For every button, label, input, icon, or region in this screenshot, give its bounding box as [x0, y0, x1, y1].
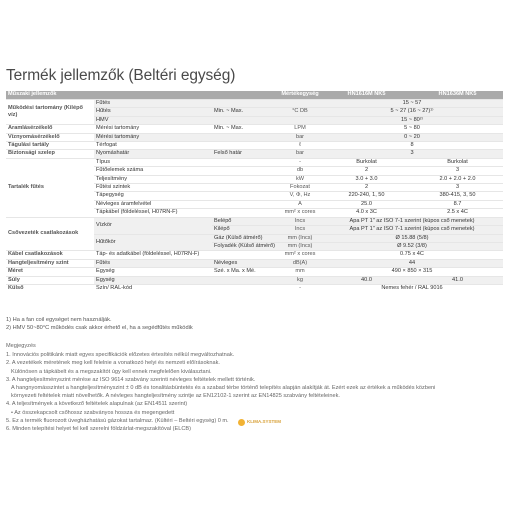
spec-cell	[212, 184, 279, 192]
spec-cell	[279, 100, 321, 108]
spec-cell	[212, 133, 279, 141]
spec-cell	[212, 175, 279, 183]
spec-cell: 490 × 850 × 315	[321, 268, 503, 276]
remarks-heading: Megjegyzés	[6, 343, 36, 349]
spec-cell: Egység	[94, 268, 212, 276]
spec-cell: Vízkör	[94, 217, 212, 234]
spec-cell: Nemes fehér / RAL 9016	[321, 284, 503, 292]
spec-row	[6, 259, 503, 267]
spec-row	[6, 125, 503, 133]
spec-cell: Min. ~ Max.	[212, 108, 279, 116]
footnote: 2) HMV 50~80°C működés csak akkor érhető el, ha a segédfűtés működik	[6, 325, 193, 332]
header-feature: Műszaki jellemzők	[6, 91, 279, 100]
spec-cell: Fűtési szintek	[94, 184, 212, 192]
spec-row	[6, 217, 503, 225]
remark-item: környezeti feltételek miatt növelhetők. A névleges hangteljesítmény szintje az EN12102-1 szerint az EN14825 szabvány feltételeinek.	[11, 393, 340, 400]
spec-cell	[212, 209, 279, 217]
header-unit: Mértékegység	[279, 91, 321, 100]
spec-cell: Víznyomásérzékelő	[6, 133, 94, 141]
spec-cell: Működési tartomány (Kilépő víz)	[6, 100, 94, 125]
spec-cell: Ø 9.52 (3/8)	[321, 242, 503, 250]
spec-cell: Méret	[6, 268, 94, 276]
spec-cell: Táp- és adatkábel (földeléssel, H07RN-F)	[94, 251, 212, 259]
spec-cell: 3	[412, 167, 503, 175]
spec-row	[6, 268, 503, 276]
spec-cell: 8.7	[412, 200, 503, 208]
spec-cell	[279, 116, 321, 124]
spec-cell: Apa PT 1" az ISO 7-1 szerint (kúpos cső menetek)	[321, 226, 503, 234]
spec-cell: Fűtés	[94, 259, 212, 267]
spec-cell: 4.0 x 3C	[321, 209, 412, 217]
remark-item: A hangnyomásszintet a hangteljesítményszint ± 0 dB és tonalitásbüntetés és a szabad térbe történő telepítés alapján alakítják át. Ezért ezek az értékek a működés közbeni	[11, 385, 436, 392]
spec-cell: Biztonsági szelep	[6, 150, 94, 158]
remark-item: Különösen a tápkábelt és a megszakítót úgy kell ennek megfelelően kiválasztani.	[11, 368, 212, 375]
spec-cell: V, Φ, Hz	[279, 192, 321, 200]
spec-cell: 15 ~ 80²⁾	[321, 116, 503, 124]
spec-cell: Hangteljesítmény szint	[6, 259, 94, 267]
spec-row	[6, 100, 503, 108]
remark-item: • Az összekapcsolt csőhossz szabványos hossza és megengedett	[11, 409, 175, 416]
spec-cell: HMV	[94, 116, 212, 124]
spec-cell: 44	[321, 259, 503, 267]
spec-cell	[212, 284, 279, 292]
spec-cell: 0.75 x 4C	[321, 251, 503, 259]
spec-cell: 8	[321, 142, 503, 150]
spec-cell: Min. ~ Max.	[212, 125, 279, 133]
spec-table-header	[6, 91, 503, 100]
spec-cell: mm² x cores	[279, 209, 321, 217]
spec-cell	[212, 276, 279, 284]
spec-cell: Kilépő	[212, 226, 279, 234]
footnote: 1) Ha a fan coil egységet nem használják.	[6, 317, 112, 323]
spec-cell: Hűtés	[94, 108, 212, 116]
spec-cell: Apa PT 1" az ISO 7-1 szerint (kúpos cső menetek)	[321, 217, 503, 225]
spec-cell: Nyomáshatár	[94, 150, 212, 158]
remark-item: 6. Minden telepítési helyet fel kell szerelni földzárlat-megszakítóval (ELCB)	[6, 426, 191, 433]
spec-cell: Szé. x Ma. x Mé.	[212, 268, 279, 276]
spec-cell: 3	[412, 184, 503, 192]
spec-cell: Incs	[279, 217, 321, 225]
spec-cell	[212, 142, 279, 150]
logo-icon	[238, 419, 245, 426]
logo-text: KLIMA.SYSTEM	[247, 419, 282, 424]
spec-cell: 2.5 x 4C	[412, 209, 503, 217]
spec-cell: Fűtőelemek száma	[94, 167, 212, 175]
spec-cell: bar	[279, 150, 321, 158]
spec-cell: 2.0 + 2.0 + 2.0	[412, 175, 503, 183]
remark-item: 3. A hangteljesítményszint mérése az ISO 9614 szabvány szerinti névleges feltételek mellett történik.	[6, 376, 256, 383]
spec-cell: Burkolat	[321, 158, 412, 166]
spec-cell: Fokozat	[279, 184, 321, 192]
spec-cell: LPM	[279, 125, 321, 133]
footnotes	[6, 316, 193, 332]
spec-cell: -	[279, 284, 321, 292]
spec-cell: Gáz (Külső átmérő)	[212, 234, 279, 242]
spec-cell: Szín/ RAL-kód	[94, 284, 212, 292]
header-model-2: HN1636M NK5	[412, 91, 503, 100]
spec-cell: Mérési tartomány	[94, 125, 212, 133]
spec-cell: 25.0	[321, 200, 412, 208]
spec-cell: Térfogat	[94, 142, 212, 150]
spec-cell	[212, 192, 279, 200]
spec-table	[6, 91, 503, 292]
spec-cell: Incs	[279, 226, 321, 234]
spec-cell	[212, 251, 279, 259]
spec-cell: 3.0 + 3.0	[321, 175, 412, 183]
brand-logo	[238, 417, 282, 429]
spec-cell: Típus	[94, 158, 212, 166]
spec-row	[6, 251, 503, 259]
spec-cell: Tartalék fűtés	[6, 158, 94, 217]
spec-cell: 15 ~ 57	[321, 100, 503, 108]
spec-cell: Súly	[6, 276, 94, 284]
spec-cell: Egység	[94, 276, 212, 284]
spec-cell	[212, 158, 279, 166]
spec-cell: Névleges áramfelvétel	[94, 200, 212, 208]
spec-row	[6, 142, 503, 150]
spec-cell: Tágulási tartály	[6, 142, 94, 150]
spec-cell: kW	[279, 175, 321, 183]
spec-cell: Tápegység	[94, 192, 212, 200]
spec-cell: Felső határ	[212, 150, 279, 158]
spec-cell: 0 ~ 20	[321, 133, 503, 141]
spec-cell: 2	[321, 167, 412, 175]
spec-cell: 380-415, 3, 50	[412, 192, 503, 200]
spec-cell	[212, 200, 279, 208]
spec-cell: -	[279, 158, 321, 166]
remark-item: 5. Ez a termék fluorozott üvegházhatású gázokat tartalmaz. (Kültéri – Beltéri egység) 0 m.	[6, 417, 229, 424]
spec-cell: 2	[321, 184, 412, 192]
spec-cell: °C DB	[279, 108, 321, 116]
spec-cell: 3	[321, 150, 503, 158]
remark-item: 4. A teljesítmények a következő feltételek alapulnak (az EN14511 szerint)	[6, 401, 188, 408]
spec-cell: Külső	[6, 284, 94, 292]
spec-cell: mm	[279, 268, 321, 276]
spec-cell: Teljesítmény	[94, 175, 212, 183]
remark-item: 1. Innovációs politikánk miatt egyes specifikációk előzetes értesítés nélkül megváltozhatnak.	[6, 352, 235, 359]
spec-cell: Mérési tartomány	[94, 133, 212, 141]
spec-cell: Burkolat	[412, 158, 503, 166]
page-title: Termék jellemzők (Beltéri egység)	[6, 67, 236, 84]
spec-cell	[212, 100, 279, 108]
spec-cell: ℓ	[279, 142, 321, 150]
remark-item: 2. A vezetékek méretének meg kell felelnie a vonatkozó helyi és nemzeti előírásoknak.	[6, 360, 220, 367]
spec-cell	[212, 167, 279, 175]
spec-row	[6, 158, 503, 166]
spec-cell: 5 ~ 80	[321, 125, 503, 133]
spec-row	[6, 276, 503, 284]
spec-cell: 41.0	[412, 276, 503, 284]
spec-cell: db	[279, 167, 321, 175]
header-model-1: HN1616M NK5	[321, 91, 412, 100]
spec-cell: 5 ~ 27 (16 ~ 27)¹⁾	[321, 108, 503, 116]
spec-cell: mm (Incs)	[279, 242, 321, 250]
spec-cell: Fűtés	[94, 100, 212, 108]
spec-cell: Csővezeték csatlakozások	[6, 217, 94, 251]
spec-row	[6, 284, 503, 292]
spec-cell: Ø 15.88 (5/8)	[321, 234, 503, 242]
spec-row	[6, 150, 503, 158]
spec-cell: Folyadék (Külső átmérő)	[212, 242, 279, 250]
spec-cell: 220-240, 1, 50	[321, 192, 412, 200]
spec-cell: 40.0	[321, 276, 412, 284]
spec-row	[6, 133, 503, 141]
spec-cell: kg	[279, 276, 321, 284]
spec-cell: Névleges	[212, 259, 279, 267]
spec-cell: Belépő	[212, 217, 279, 225]
spec-cell: Kábel csatlakozások	[6, 251, 94, 259]
spec-cell: mm² x cores	[279, 251, 321, 259]
spec-cell: mm (Incs)	[279, 234, 321, 242]
spec-cell: Tápkábel (földeléssel, H07RN-F)	[94, 209, 212, 217]
spec-cell: dB(A)	[279, 259, 321, 267]
spec-cell: bar	[279, 133, 321, 141]
spec-cell: A	[279, 200, 321, 208]
spec-cell: Hűtőkör	[94, 234, 212, 251]
spec-cell: Áramlásérzékelő	[6, 125, 94, 133]
spec-cell	[212, 116, 279, 124]
